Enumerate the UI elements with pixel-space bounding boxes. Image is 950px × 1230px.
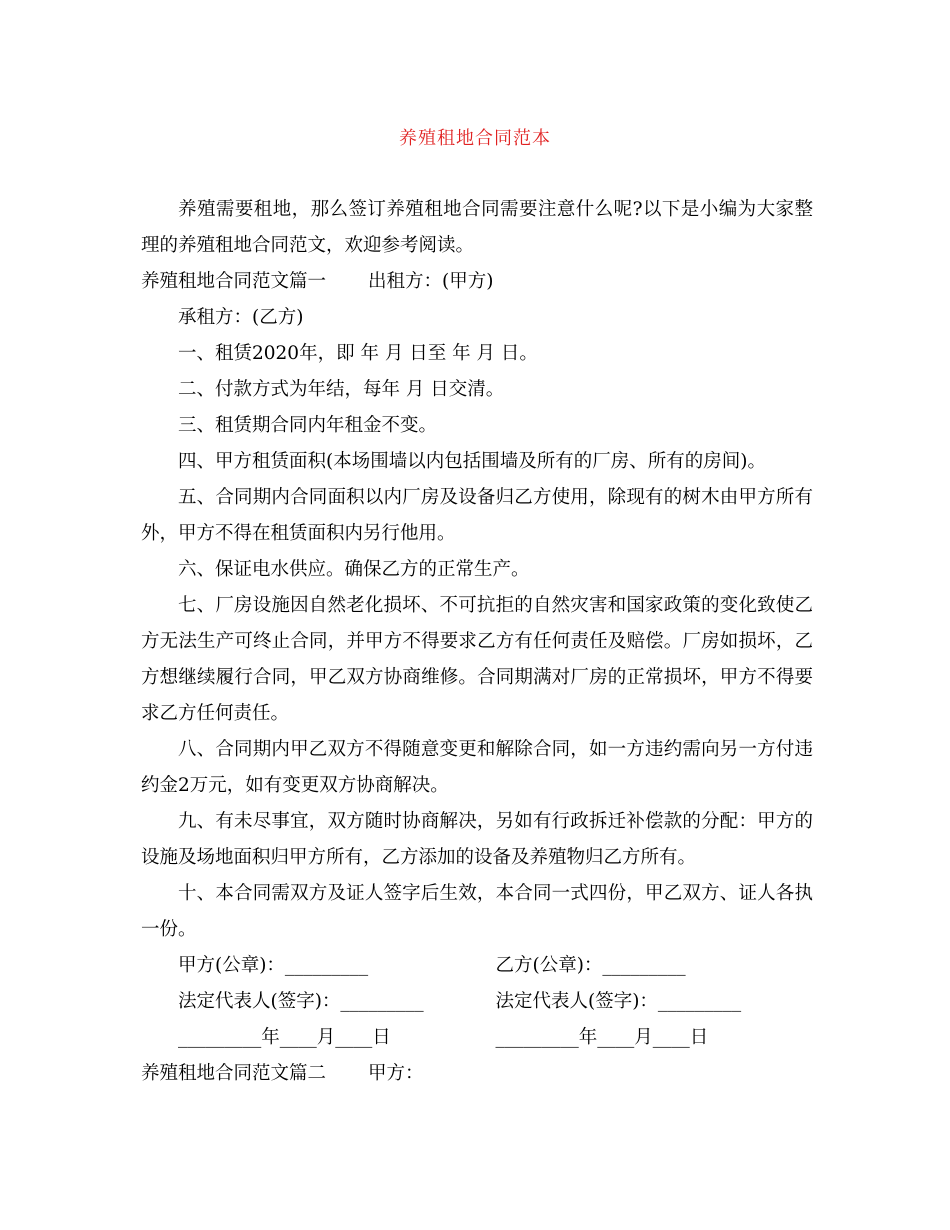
section2-heading-line <box>141 1056 813 1092</box>
clause-5: 五、合同期内合同面积以内厂房及设备归乙方使用，除现有的树木由甲方所有外，甲方不得在租赁面积内另行他用。 <box>141 487 813 544</box>
clause-6: 六、保证电水供应。确保乙方的正常生产。 <box>178 559 530 580</box>
section2-party-a-label: 甲方： <box>368 1063 424 1084</box>
section2-heading: 养殖租地合同范文篇二 <box>141 1063 327 1084</box>
section1-heading: 养殖租地合同范文篇一 <box>141 271 327 292</box>
party-b-date: _________年____月____日 <box>495 1027 709 1048</box>
intro-paragraph: 养殖需要租地，那么签订养殖租地合同需要注意什么呢?以下是小编为大家整理的养殖租地合同范文，欢迎参考阅读。 <box>141 199 813 256</box>
party-b-seal: 乙方(公章)：_________ <box>495 955 686 976</box>
clause-7: 七、厂房设施因自然老化损坏、不可抗拒的自然灾害和国家政策的变化致使乙方无法生产可终止合同，并甲方不得要求乙方有任何责任及赔偿。厂房如损坏，乙方想继续履行合同，甲乙双方协商维修。合同期满对厂房的正常损坏，甲方不得要求乙方任何责任。 <box>141 595 813 724</box>
section1-heading-line <box>141 264 813 300</box>
lessee-label: 承租方：(乙方) <box>178 307 304 328</box>
clause-3: 三、租赁期合同内年租金不变。 <box>178 415 438 436</box>
signature-row-date <box>141 1020 813 1056</box>
party-b-representative: 法定代表人(签字)：_________ <box>495 991 742 1012</box>
clause-1: 一、租赁2020年，即 年 月 日至 年 月 日。 <box>178 343 538 364</box>
signature-row-seal <box>141 948 813 984</box>
clause-9: 九、有未尽事宜，双方随时协商解决，另如有行政拆迁补偿款的分配：甲方的设施及场地面积归甲方所有，乙方添加的设备及养殖物归乙方所有。 <box>141 811 813 868</box>
clause-8: 八、合同期内甲乙双方不得随意变更和解除合同，如一方违约需向另一方付违约金2万元，如有变更双方协商解决。 <box>141 739 813 796</box>
document-title: 养殖租地合同范本 <box>399 128 551 149</box>
party-a-representative: 法定代表人(签字)：_________ <box>178 991 424 1012</box>
lessor-label: 出租方：(甲方) <box>368 271 494 292</box>
clause-4: 四、甲方租赁面积(本场围墙以内包括围墙及所有的厂房、所有的房间)。 <box>178 451 766 472</box>
party-a-date: _________年____月____日 <box>178 1027 391 1048</box>
document-body <box>141 192 813 1092</box>
party-a-seal: 甲方(公章)：_________ <box>178 955 369 976</box>
clause-2: 二、付款方式为年结，每年 月 日交清。 <box>178 379 505 400</box>
clause-10: 十、本合同需双方及证人签字后生效，本合同一式四份，甲乙双方、证人各执一份。 <box>141 883 813 940</box>
signature-row-representative <box>141 984 813 1020</box>
